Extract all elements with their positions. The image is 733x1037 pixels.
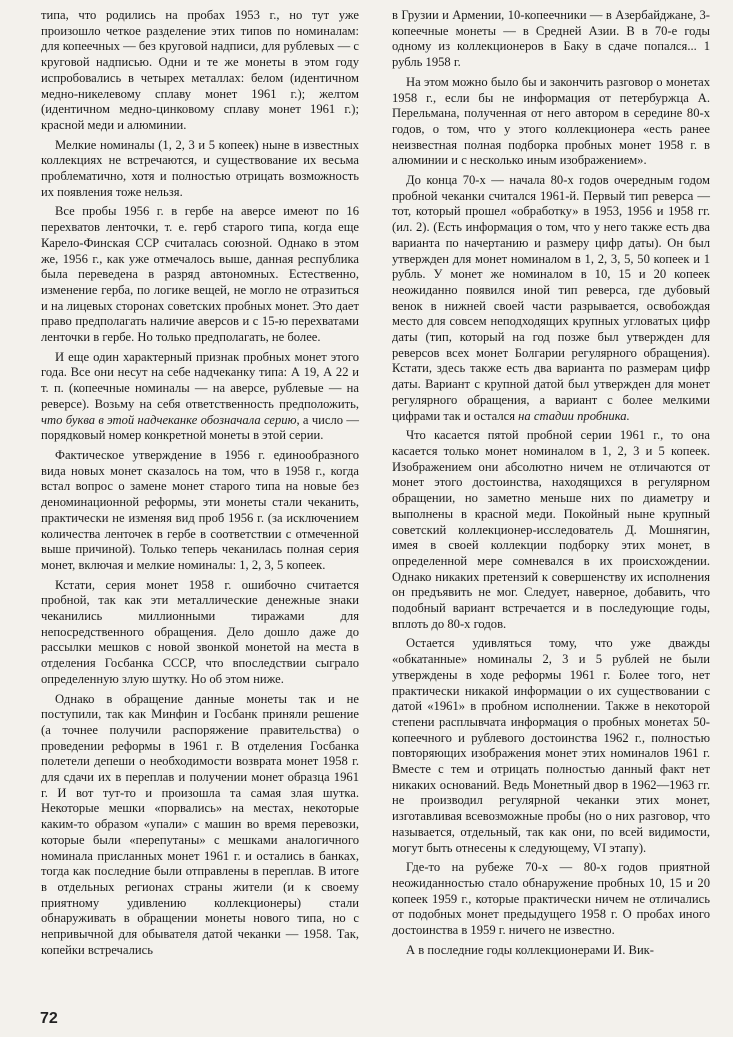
italic-text: на стадии пробника. bbox=[518, 408, 630, 423]
paragraph: На этом можно было бы и закончить разговор о монетах 1958 г., если бы не информация от петербуржца А. Перельмана, полученная от него автором в середине 80-х годов, о том, что у этого коллекционера «есть ранее неизвестная полная подборка пробных монет 1958 г. в алюминии и с несколько иным изображением». bbox=[392, 74, 710, 168]
paragraph bbox=[392, 173, 710, 424]
paragraph: А в последние годы коллекционерами И. Вик- bbox=[406, 942, 654, 957]
paragraph-text: , а число — порядковый номер конкретной монеты в этой серии. bbox=[41, 412, 359, 443]
paragraph: Мелкие номиналы (1, 2, 3 и 5 копеек) ныне в известных коллекциях не встречаются, и существование их весьма проблематично, хотя и полностью отрицать возможность их появления тоже нельзя. bbox=[41, 137, 359, 199]
paragraph: Однако в обращение данные монеты так и не поступили, так как Минфин и Госбанк приняли решение (а точнее получили распоряжение правительства) о проведении реформы в 1961 г. В отделения Госбанка полетели депеши о необходимости возврата монет 1958 г. для сдачи их в переплав и получении монет образца 1961 г. И вот тут-то и произошла та самая злая шутка. Некоторые мешки «порвались» на местах, некоторые каким-то образом «упали» с машин во время перевозки, которые были «перепутаны» с мешками аналогичного номинала присланных монет 1961 г. и остались в банках, тогда как последние были отправлены в переплав. В итоге в отдельных регионах страны жители (и к своему приятному удивлению коллекционеры) стали обнаруживать в обращении монеты нового типа, но с непривычной для обывателя датой чеканки — 1958. Так, копейки встречались bbox=[41, 691, 359, 957]
paragraph: Остается удивляться тому, что уже дважды «обкатанные» номиналы 2, 3 и 5 рублей не были утверждены в ходе реформы 1961 г. Более того, нет практически никакой информации о их существовании с датой «1961» в пробном исполнении. Также в некоторой степени расплывчата информация о пробных монетах 50-копеечного и рублевого достоинства 1962 г., полностью повторяющих изображения монет этих номиналов 1961 г. Вместе с тем и отрицать полностью данный факт нет никаких оснований. Ведь Монетный двор в 1962—1963 гг. не производил регулярной чеканки этих монет, изготавливая всевозможные пробы (но о них разговор, что называется, отдельный, так как они, по всей видимости, могут быть отнесены к следующему, VI этапу). bbox=[392, 636, 710, 855]
paragraph bbox=[41, 350, 359, 444]
left-column bbox=[41, 8, 359, 962]
paragraph-text: До конца 70-х — начала 80-х годов очередным годом пробной чеканки считался 1961-й. Первый тип реверса — тот, который прошел «обработку» в 1953, 1956 и 1958 гг. (ил. 2). (Есть информация о том, что у него также есть два варианта по начертанию и размеру цифр даты). Он был утвержден для монет номиналом в 1, 2, 3, 5, 50 копеек и 1 рубль. У монет же номиналом в 10, 15 и 20 копеек неожиданно появился иной тип реверса, где дубовый венок в нижней своей части разрывается, освобождая место для совсем неподходящих крупных угловатых цифр даты (тип, который на год позже был утвержден для реверсов всех монет Болгарии регулярного обращения). Кстати, здесь также есть два варианта по размерам цифр даты. Вариант с крупной датой был утвержден для монет регулярного обращения, а вариант с более мелкими цифрами так и остался bbox=[392, 173, 710, 423]
paragraph: Что касается пятой пробной серии 1961 г., то она касается только монет номиналом в 1, 2, 3 и 5 копеек. Изображением они абсолютно ничем не отличаются от монет этого достоинства, находящихся в регулярном обращении, но заметно меньше них по диаметру и выполнены в красной меди. Покойный ныне крупный советский коллекционер-исследователь Д. Мошнягин, имея в своей коллекции подборку этих монет, в определенной мере сомневался в их происхождении. Однако никаких претензий к совершенству их исполнения он предъявить не мог. Следует, наверное, добавить, что подобный вариант встречается и в последующие годы, вплоть до 80-х годов. bbox=[392, 428, 710, 631]
italic-text: что буква в этой надчеканке обозначала серию bbox=[41, 412, 297, 427]
paragraph: Где-то на рубеже 70-х — 80-х годов приятной неожиданностью стало обнаружение пробных 10, 15 и 20 копеек 1959 г., которые практически ничем не отличались от подобных монет предыдущего 1958 г. О пробах иного достоинства в 1959 г. ничего не известно. bbox=[392, 860, 710, 938]
paragraph: Все пробы 1956 г. в гербе на аверсе имеют по 16 перехватов ленточки, т. е. герб старого типа, когда еще Карело-Финская ССР считалась союзной. Однако в этом же, 1956 г., как уже отмечалось выше, данная республика была переведена в разряд автономных. Естественно, изменение герба, по логике вещей, не могло не отразиться и на лицевых сторонах советских пробных монет. Это дает право предполагать наличие аверсов и с 15-ю перехватами ленточки в гербе. Но только предполагать, не более. bbox=[41, 204, 359, 345]
paragraph: типа, что родились на пробах 1953 г., но тут уже произошло четкое разделение этих типов по номиналам: для копеечных — без круговой надписи, для рублевых — с круговой надписью. Одни и те же монеты в этом году испробовались в четырех металлах: белом (идентичном медно-никелевому сплаву монет 1961 г.); желтом (идентичном медно-цинковому сплаву монет 1961 г.); красной меди и алюминии. bbox=[41, 8, 359, 132]
paragraph: Фактическое утверждение в 1956 г. единообразного вида новых монет сказалось на том, что в 1958 г., когда встал вопрос о замене монет старого типа на новые без деноминационной реформы, эти монеты стали чеканить, практически не изменяя вид проб 1956 г. (за исключением количества ленточек в гербе в соответствии с отмеченной выше причиной). Только теперь чеканилась полная серия монет, включая и мелкие номиналы: 1, 2, 3, 5 копеек. bbox=[41, 447, 359, 572]
right-column bbox=[392, 8, 710, 962]
page-number: 72 bbox=[40, 1010, 58, 1027]
paragraph: Кстати, серия монет 1958 г. ошибочно считается пробной, так как эти металлические денежные знаки чеканились миллионными тиражами для непосредственного обращения. Дело дошло даже до рассылки мешков с новой звонкой монетой на места в отделения Госбанка СССР, что впоследствии сыграло определенную злую шутку. Но об этом ниже. bbox=[41, 577, 359, 686]
paragraph-text: И еще один характерный признак пробных монет этого года. Все они несут на себе надчеканку типа: А 19, А 22 и т. п. (копеечные номиналы — на аверсе, рублевые — на реверсе). Возьму на себя ответственность предположить, bbox=[41, 349, 359, 411]
paragraph: в Грузии и Армении, 10-копеечники — в Азербайджане, 3-копеечные монеты — в Средней Азии. В в 70-е годы одному из коллекционеров в Баку в сдаче попался... 1 рубль 1958 г. bbox=[392, 8, 710, 70]
